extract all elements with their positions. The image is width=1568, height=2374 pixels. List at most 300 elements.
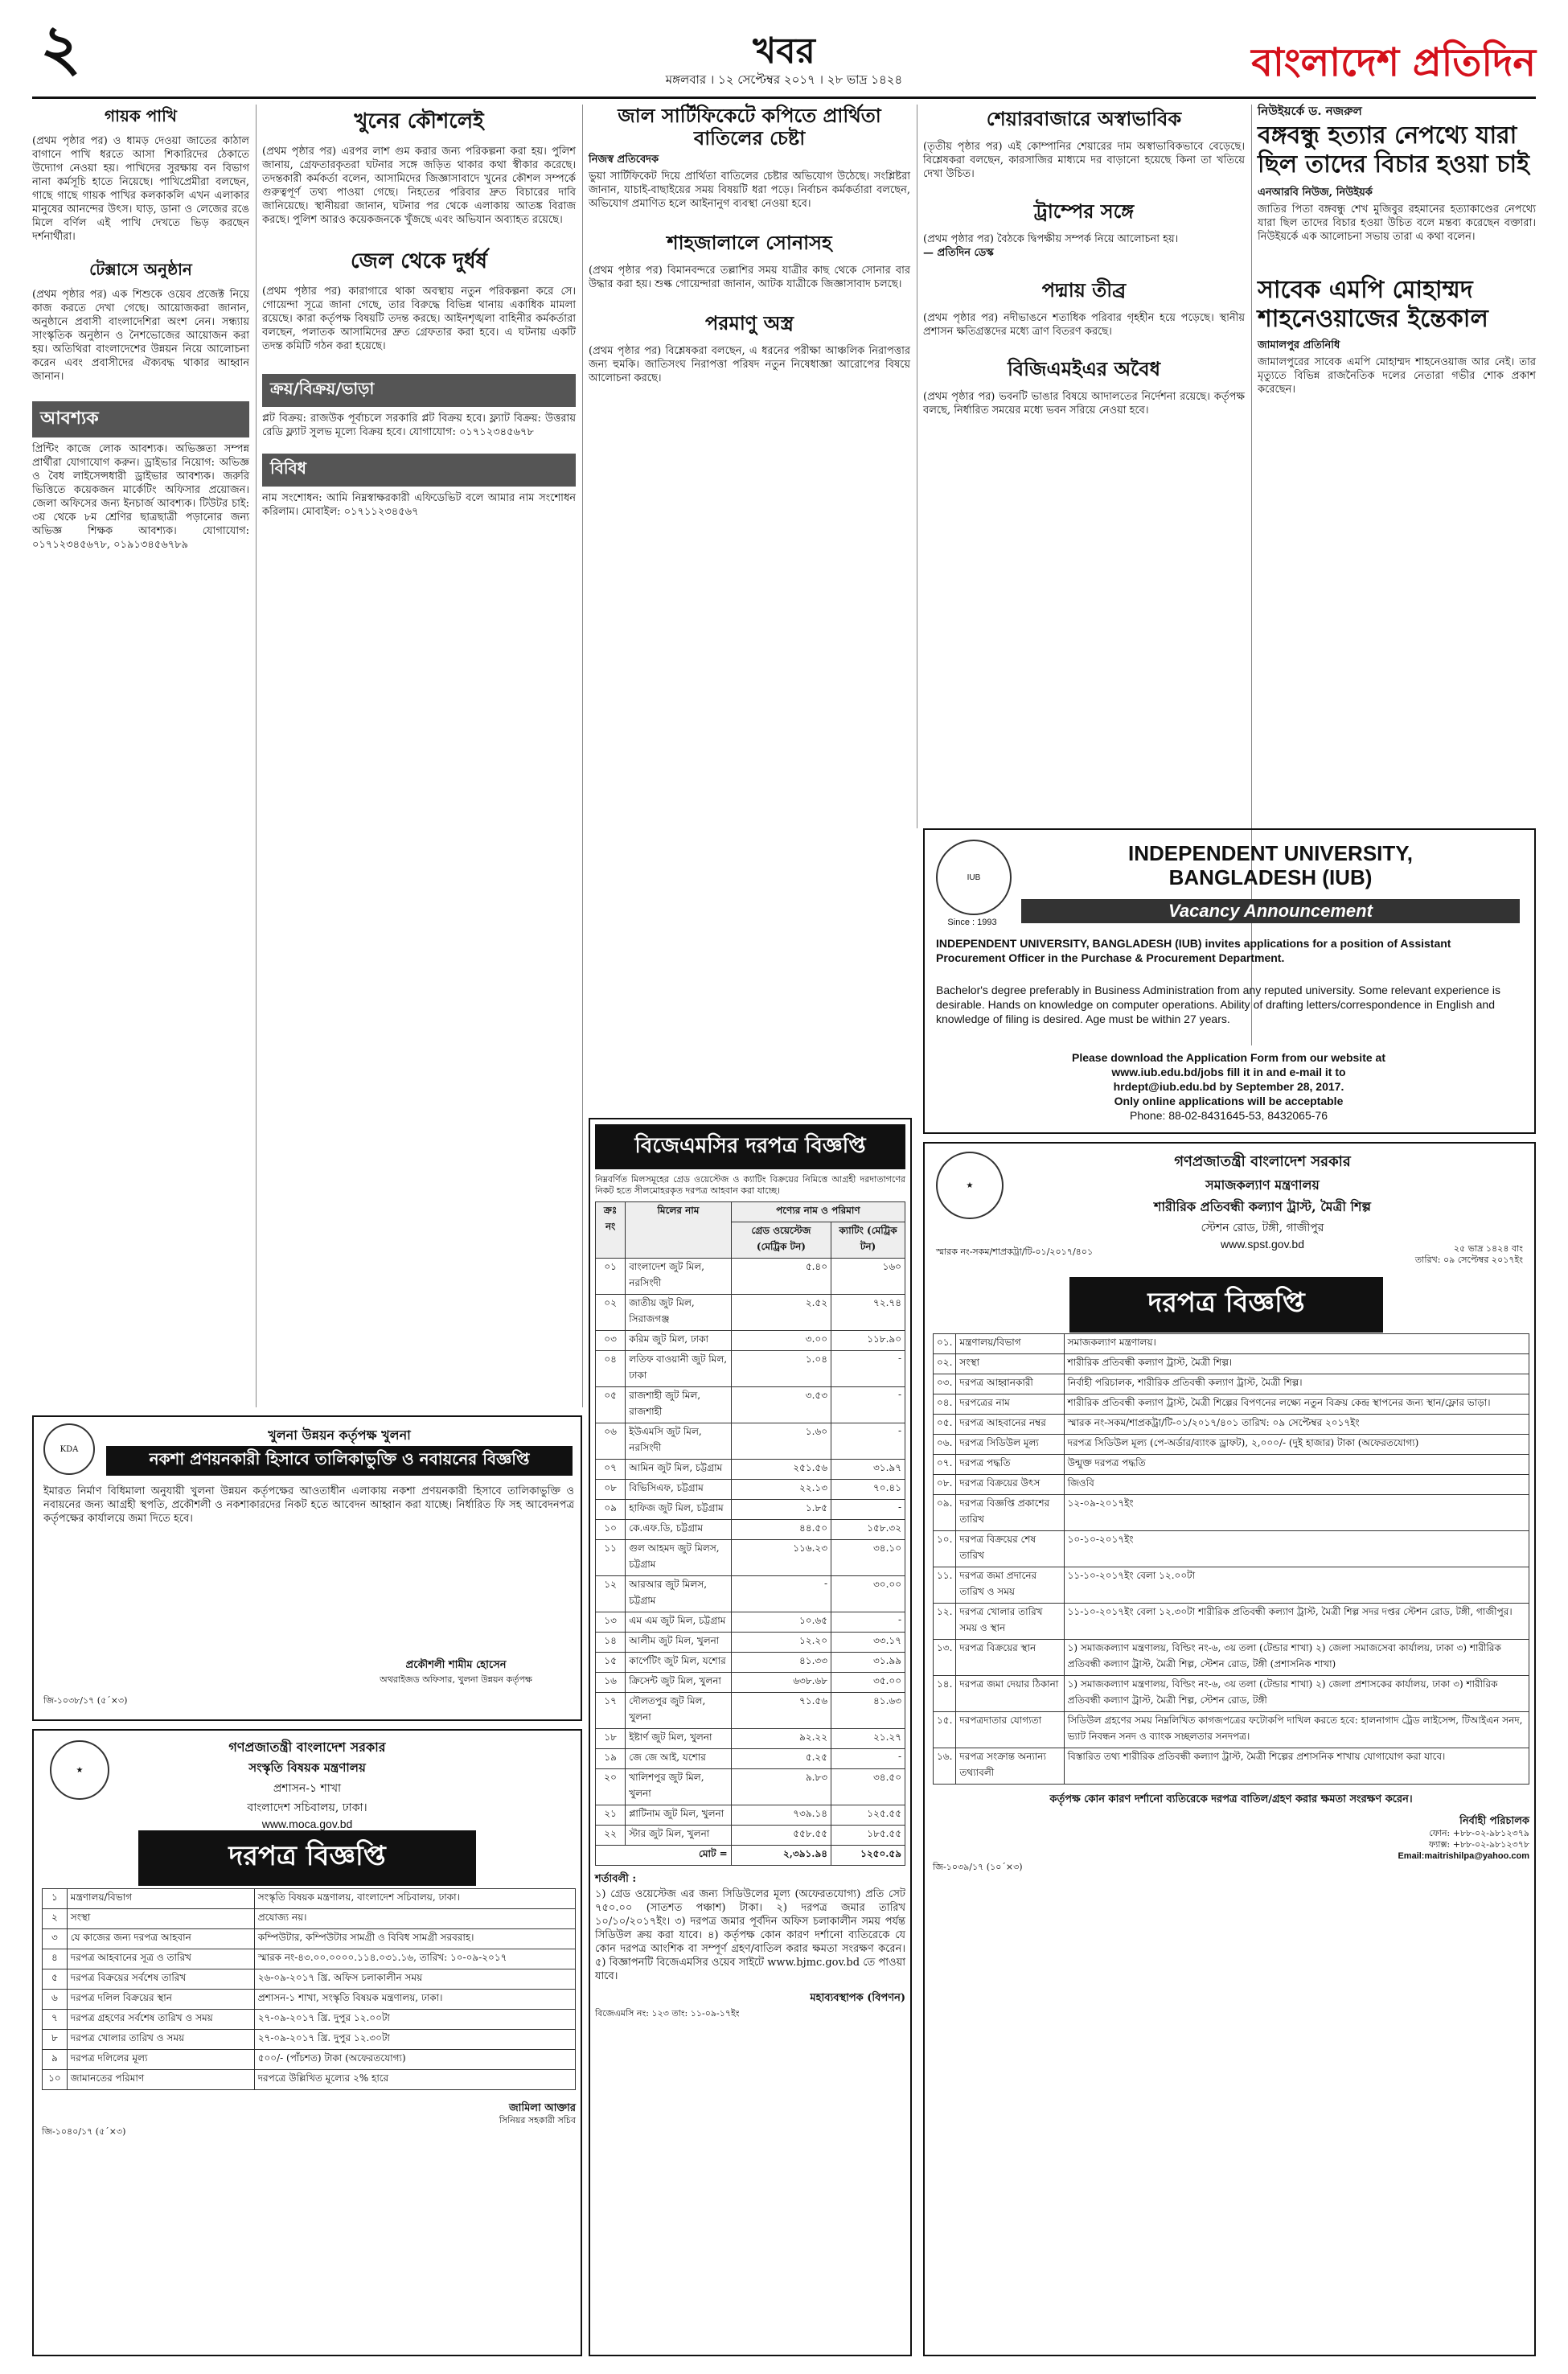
table-cell: ৪১.৩৩ [731, 1653, 831, 1673]
table-cell: ৬৩৮.৬৮ [731, 1673, 831, 1693]
table-cell: ২ [43, 1909, 68, 1929]
bjmc-ref: বিজেএমসি নং: ১২৩ তাং: ১১-০৯-১৭ইং [595, 2008, 740, 2019]
table-cell: ৩ [43, 1929, 68, 1949]
table-cell: উন্মুক্ত দরপত্র পদ্ধতি [1064, 1455, 1529, 1475]
table-cell: খালিশপুর জুট মিল, খুলনা [626, 1769, 732, 1805]
table-row [934, 1604, 1529, 1640]
story-headline: খুনের কৌশলেই [354, 109, 484, 133]
table-cell: স্মারক নং-সকম/শাপ্রকট্রা/টি-০১/২০১৭/৪০১ তারিখ: ০৯ সেপ্টেম্বর ২০১৭ইং [1064, 1415, 1529, 1435]
story-headline: টেক্সাসে অনুষ্ঠান [89, 260, 192, 279]
table-row [934, 1374, 1529, 1394]
table-cell: সমাজকল্যাণ মন্ত্রণালয়। [1064, 1334, 1529, 1354]
buy-sell-band: ক্রয়/বিক্রয়/ভাড়া [262, 374, 576, 407]
table-row [43, 1929, 576, 1949]
table-cell: ০৪. [934, 1394, 956, 1415]
table-cell: ১০-১০-২০১৭ইং [1064, 1531, 1529, 1567]
table-cell: ৩৩.১৭ [831, 1633, 905, 1653]
table-row [934, 1676, 1529, 1712]
table-cell: ০৩. [934, 1374, 956, 1394]
table-row [596, 1576, 905, 1612]
table-cell: ৭১.৫৬ [731, 1693, 831, 1729]
table-row [596, 1387, 905, 1423]
table-row [596, 1633, 905, 1653]
iub-logo-icon: IUB [936, 840, 1012, 915]
table-cell: ৩৪.৫০ [831, 1769, 905, 1805]
byline: — প্রতিদিন ডেস্ক [923, 247, 994, 259]
classified-band: আবশ্যক [32, 401, 249, 437]
section-title: খবর [753, 31, 815, 72]
story-headline: শাহজালালে সোনাসহ [667, 231, 832, 254]
table-cell: ১৩. [934, 1640, 956, 1676]
table-cell: জামানতের পরিমাণ [67, 2070, 254, 2090]
table-row [596, 1729, 905, 1749]
iub-requirements: Bachelor's degree preferably in Business Administration from any reputed university. Some relevant experience is desirable. Hands on knowledge on computer operations. Ability of drafting letters/correspondence in English and knowledge of filing is desired. Age must be within 27 years. [936, 984, 1500, 1025]
kicker: নিউইয়র্কে ড. নজরুল [1258, 104, 1362, 118]
table-row [934, 1435, 1529, 1455]
table-row [934, 1567, 1529, 1604]
story-headline: পরমাণু অস্ত্র [705, 311, 794, 335]
table-cell: ১) সমাজকল্যাণ মন্ত্রণালয়, বিল্ডিং নং-৬, ৩য় তলা (টেন্ডার শাখা) ২) জেলা প্রশাসকের কার্যালয়, ঢাকা ৩) শারীরিক প্রতিবন্ধী কল্যাণ ট্রাস্ট, মৈত্রী শিল্প, স্টেশন রোড, টঙ্গী [1064, 1676, 1529, 1712]
table-row [43, 1889, 576, 1909]
table-cell: - [831, 1749, 905, 1769]
buy-sell-text: প্লট বিক্রয়: রাজউক পূর্বাচলে সরকারি প্লট বিক্রয় হবে। ফ্ল্যাট বিক্রয়: উত্তরায় রেডি ফ্ল্যাট সুলভ মূল্যে বিক্রয় হবে। যোগাযোগ: ০১৭১২৩৪৫৬৭৮ [262, 413, 576, 438]
table-cell: দরপত্র সিডিউল মূল্য [956, 1435, 1064, 1455]
table-cell: ৭২.৭৪ [831, 1295, 905, 1331]
bjmc-tender-ad [589, 1118, 912, 2356]
table-cell: সংস্থা [67, 1909, 254, 1929]
table-cell: দৌলতপুর জুট মিল, খুলনা [626, 1693, 732, 1729]
bjmc-table: ক্রঃ নং মিলের নাম পণ্যের নাম ও পরিমাণ গ্রেড ওয়েস্টেজ (মেট্রিক টন) ক্যাটিং (মেট্রিক টন) ০১ বাংলাদেশ জুট মিল, নরসিংদী ৫.৪০ ১৬০ ০২ জাতীয় জুট মিল, সিরাজগঞ্জ ২.৫২ ৭২.৭৪ ০৩ করিম জুট মিল, ঢাকা ৩.০০ ১১৮.৯০ ০৪ লতিফ বাওয়ানী জুট মিল, ঢাকা ১.০৪ - ০৫ রাজশাহী জুট মিল, রাজশাহী ৩.৫৩ - ০৬ ইউএমসি জুট মিল, নরসিংদী ১.৬০ - ০৭ আমিন জুট মিল, চট্টগ্রাম ২৫১.৫৬ ৩১.৯৭ ০৮ বিভিসিএফ, চট্টগ্রাম ২২.১৩ ৭০.৪১ ০৯ হাফিজ জুট মিল, চট্টগ্রাম ১.৮৫ - ১০ কে.এফ.ডি, চট্টগ্রাম ৪৪.৫০ ১৫৮.৩২ ১১ গুল আহমদ জুট মিলস, চট্টগ্রাম ১১৬.২৩ ৩৪.১০ ১২ আরআর জুট মিলস, চট্টগ্রাম - ৩০.০০ ১৩ এম এম জুট মিল, চট্টগ্রাম ১০.৬৫ - ১৪ আলীম জুট মিল, খুলনা ১২.২০ ৩৩.১৭ ১৫ কার্পেটিং জুট মিল, যশোর ৪১.৩৩ ৩১.৯৯ ১৬ ক্রিসেন্ট জুট মিল, খুলনা ৬৩৮.৬৮ ৩৫.০০ ১৭ দৌলতপুর জুট মিল, খুলনা ৭১.৫৬ ৪১.৬৩ ১৮ ইষ্টার্ণ জুট মিল, খুলনা ৯২.২২ ২১.২৭ ১৯ জে জে আই, যশোর ৫.২৫ - ২০ খালিশপুর জুট মিল, খুলনা ৯.৮৩ ৩৪.৫০ ২১ প্লাটিনাম জুট মিল, খুলনা ৭৩৯.১৪ ১২৫.৫৫ ২২ স্টার জুট মিল, খুলনা ৫৫৮.৫৫ ১৮৫.৫৫ মোট = ২,৩৯১.৯৪ ১২৫০.৫৯ [595, 1201, 905, 1866]
table-cell: ১৪ [596, 1633, 626, 1653]
table-cell: ১৮ [596, 1729, 626, 1749]
table-row [934, 1475, 1529, 1495]
table-cell: ৯২.২২ [731, 1729, 831, 1749]
misc-band: বিবিধ [262, 454, 576, 487]
table-cell: ১৬ [596, 1673, 626, 1693]
spst-date: ২৫ ভাদ্র ১৪২৪ বাং তারিখ: ০৯ সেপ্টেম্বর ২০১৭ইং [1414, 1243, 1523, 1265]
brand-logo: বাংলাদেশ প্রতিদিন [1251, 40, 1536, 85]
spst-fax: ফ্যাক্স: +৮৮-০২-৯৮১২৩৭৮ [1429, 1839, 1529, 1850]
table-cell: ২২.১৩ [731, 1480, 831, 1500]
spst-tender-ad [923, 1142, 1536, 2356]
story-body: (প্রথম পৃষ্ঠার পর) ও ধামড় দেওয়া জাতের কাঠাল বাগানে পাখি ধরতে আসা শিকারিদের ঠেকাতে উদ্যোগ নেওয়া হয়। পাখিদের সুরক্ষায় বন বিভাগ নানা কর্মসূচি হাতে নিয়েছে। পাখিপ্রেমীরা বলছেন, গাছে গাছে গায়ক পাখির কলকাকলি এখন এলাকার মানুষের আনন্দের উৎস। ঘাড়, ডানা ও লেজের রঙে মিলে বর্ণিল এই পাখি দেখতে ভিড় করছেন দর্শনার্থীরা। [32, 135, 249, 243]
table-row [43, 2050, 576, 2070]
table-cell: দরপত্র বিজ্ঞপ্তি প্রকাশের তারিখ [956, 1495, 1064, 1531]
table-cell: ১৩ [596, 1612, 626, 1633]
table-cell: ১৪. [934, 1676, 956, 1712]
table-cell: ২৬-০৯-২০১৭ খ্রি. অফিস চলাকালীন সময় [254, 1969, 575, 1990]
table-cell: জিওবি [1064, 1475, 1529, 1495]
table-cell: প্রযোজ্য নয়। [254, 1909, 575, 1929]
byline: এনআরবি নিউজ, নিউইয়র্ক [1258, 187, 1373, 199]
table-cell: কম্পিউটার, কম্পিউটার সামগ্রী ও বিবিধ সামগ্রী সরবরাহ। [254, 1929, 575, 1949]
table-cell: - [831, 1612, 905, 1633]
table-cell: মন্ত্রণালয়/বিভাগ [956, 1334, 1064, 1354]
table-cell: ১৫৮.৩২ [831, 1520, 905, 1540]
table-cell: ০১. [934, 1334, 956, 1354]
table-row [596, 1653, 905, 1673]
moca-table [42, 1888, 576, 2090]
table-cell: ৯ [43, 2050, 68, 2070]
table-cell: ১২. [934, 1604, 956, 1640]
table-cell: দরপত্র আহ্বানকারী [956, 1374, 1064, 1394]
bjmc-table-body [596, 1259, 905, 1846]
table-cell: দরপত্র খোলার তারিখ ও সময় [67, 2030, 254, 2050]
table-cell: দরপত্র পদ্ধতি [956, 1455, 1064, 1475]
table-cell: আলীম জুট মিল, খুলনা [626, 1633, 732, 1653]
table-cell: ০৬. [934, 1435, 956, 1455]
table-row [596, 1540, 905, 1576]
table-cell: ২৭-০৯-২০১৭ খ্রি. দুপুর ১২.৩০টা [254, 2030, 575, 2050]
story-headline: গায়ক পাখি [105, 106, 177, 125]
spst-table-wrap [933, 1333, 1529, 1873]
table-cell: ২১ [596, 1805, 626, 1826]
table-row [596, 1826, 905, 1846]
table-cell: দরপত্রে উল্লিখিত মূল্যের ২% হারে [254, 2070, 575, 2090]
table-row [934, 1495, 1529, 1531]
table-cell: ১৫. [934, 1712, 956, 1748]
table-cell: কার্পেটিং জুট মিল, যশোর [626, 1653, 732, 1673]
story-headline: পদ্মায় তীব্র [1041, 278, 1127, 302]
table-row [596, 1520, 905, 1540]
table-row [43, 2070, 576, 2090]
table-row [43, 1990, 576, 2010]
table-cell: ০৮. [934, 1475, 956, 1495]
story-body: জাতির পিতা বঙ্গবন্ধু শেখ মুজিবুর রহমানের হত্যাকাণ্ডের নেপথ্যে যারা ছিল তাদের বিচার হওয়া উচিত বলে মন্তব্য করেছেন বক্তারা। নিউইয়র্কে এক আলোচনা সভায় তারা এ কথা বলেন। [1258, 203, 1536, 243]
table-cell: ৩৫.০০ [831, 1673, 905, 1693]
table-cell: সংস্কৃতি বিষয়ক মন্ত্রণালয়, বাংলাদেশ সচিবালয়, ঢাকা। [254, 1889, 575, 1909]
iub-apply: Please download the Application Form from our website at www.iub.edu.bd/jobs fill it in and e-mail it to hrdept@iub.edu.bd by September 28, 2017. Only online applications will be acceptable Phone: 88-02-8431645-53, 8432065-76 [1072, 1051, 1385, 1122]
story-headline: জাল সার্টিফিকেটে কপিতে প্রার্থিতা বাতিলের চেষ্টা [618, 104, 881, 150]
story-body: (প্রথম পৃষ্ঠার পর) বিমানবন্দরে তল্লাশির সময় যাত্রীর কাছ থেকে সোনার বার উদ্ধার করা হয়। শুল্ক গোয়েন্দারা জানান, আটক যাত্রীকে জিজ্ঞাসাবাদ চলছে। [589, 265, 910, 290]
table-row [596, 1423, 905, 1460]
bjmc-intro: নিম্নবর্ণিত মিলসমূহের গ্রেড ওয়েস্টেজ ও ক্যাটিং বিক্রয়ের নিমিত্তে আগ্রহী দরদাতাগণের নিকট হতে সীলমোহরকৃত দরপত্র আহবান করা যাচ্ছে। [595, 1174, 905, 1196]
table-cell: ২০ [596, 1769, 626, 1805]
table-cell: ১৬০ [831, 1259, 905, 1295]
table-row [596, 1805, 905, 1826]
table-row [43, 1909, 576, 1929]
table-cell: দরপত্র জমা প্রদানের তারিখ ও সময় [956, 1567, 1064, 1604]
table-row [934, 1334, 1529, 1354]
table-cell: ০১ [596, 1259, 626, 1295]
table-cell: শারীরিক প্রতিবন্ধী কল্যাণ ট্রাস্ট, মৈত্রী শিল্পের বিপণনের লক্ষ্যে নতুন বিক্রয় কেন্দ্র স্থাপনের জন্য স্থান/ফ্লোর ভাড়া। [1064, 1394, 1529, 1415]
khulna-ad [32, 1415, 582, 1721]
table-cell: ০৯ [596, 1500, 626, 1520]
table-row [43, 1949, 576, 1969]
table-cell: করিম জুট মিল, ঢাকা [626, 1331, 732, 1351]
page-number: ২ [40, 11, 81, 84]
table-cell: ৫.২৫ [731, 1749, 831, 1769]
table-cell: আমিন জুট মিল, চট্টগ্রাম [626, 1460, 732, 1480]
spst-email: Email:maitrishilpa@yahoo.com [1398, 1851, 1529, 1861]
story-body: (প্রথম পৃষ্ঠার পর) বিশ্লেষকরা বলছেন, এ ধরনের পরীক্ষা আঞ্চলিক নিরাপত্তার জন্য হুমকি। জাতিসংঘ নিরাপত্তা পরিষদ নতুন নিষেধাজ্ঞা আরোপের বিষয়ে আলোচনা করছে। [589, 345, 910, 384]
moca-ref: জি-১০৪০/১৭ (৫´×৩) [42, 2126, 126, 2137]
table-cell: - [731, 1576, 831, 1612]
table-cell: - [831, 1423, 905, 1460]
table-cell: বাংলাদেশ জুট মিল, নরসিংদী [626, 1259, 732, 1295]
table-cell: জে জে আই, যশোর [626, 1749, 732, 1769]
story-body: (প্রথম পৃষ্ঠার পর) এরপর লাশ গুম করার জন্য পরিকল্পনা করা হয়। পুলিশ জানায়, গ্রেফতারকৃতরা ঘটনার সঙ্গে জড়িত থাকার কথা স্বীকার করেছে। তদন্তকারী কর্মকর্তা বলেন, আসামিদের জিজ্ঞাসাবাদে খুনের কৌশল সম্পর্কে গুরুত্বপূর্ণ তথ্য পাওয়া গেছে। নিহতের পরিবার দ্রুত বিচারের দাবি জানিয়েছে। স্থানীয়রা জানান, ঘটনার পর থেকে এলাকায় আতঙ্ক বিরাজ করছে। পুলিশ আরও কয়েকজনকে খুঁজছে এবং অভিযান অব্যাহত রয়েছে। [262, 146, 576, 226]
spst-table-body [934, 1334, 1529, 1785]
table-cell: ১৯ [596, 1749, 626, 1769]
khulna-signer: প্রকৌশলী শামীম হোসেন [405, 1659, 507, 1671]
bjmc-signer: মহাব্যবস্থাপক (বিপণন) [810, 1992, 905, 2004]
table-cell: দরপত্র বিক্রয়ের শেষ তারিখ [956, 1531, 1064, 1567]
table-cell: ১১. [934, 1567, 956, 1604]
moca-table-body [43, 1889, 576, 2090]
table-cell: ২৫১.৫৬ [731, 1460, 831, 1480]
story-body: (প্রথম পৃষ্ঠার পর) এক শিশুকে ওয়েব প্রজেক্ট নিয়ে কাজ করতে দেখা গেছে। আয়োজকরা জানান, অনুষ্ঠানে প্রবাসী বাংলাদেশিরা অংশ নেন। সন্ধ্যায় সাংস্কৃতিক অনুষ্ঠান ও নৈশভোজের আয়োজন করা হয়। অতিথিরা বাংলাদেশের উন্নয়ন নিয়ে আলোচনা করেন এবং প্রবাসীদের ঐক্যবদ্ধ থাকার আহ্বান জানান। [32, 289, 249, 383]
table-cell: প্লাটিনাম জুট মিল, খুলনা [626, 1805, 732, 1826]
spst-memo: স্মারক নং-সকম/শাপ্রকট্রা/টি-০১/২০১৭/৪০১ [936, 1247, 1094, 1257]
table-cell: ০২ [596, 1295, 626, 1331]
iub-band: Vacancy Announcement [1021, 899, 1520, 923]
misc-text: নাম সংশোধন: আমি নিম্নস্বাক্ষরকারী এফিডেভিট বলে আমার নাম সংশোধন করিলাম। মোবাইল: ০১৭১১২৩৪৫৬৭ [262, 492, 576, 518]
khulna-title: নকশা প্রণয়নকারী হিসাবে তালিকাভুক্তি ও নবায়নের বিজ্ঞপ্তি [106, 1446, 573, 1476]
table-cell: ১০ [596, 1520, 626, 1540]
table-row [43, 2010, 576, 2030]
iub-title-line1: INDEPENDENT UNIVERSITY, [1128, 841, 1413, 865]
table-cell: দরপত্র দলিল বিক্রয়ের স্থান [67, 1990, 254, 2010]
table-cell: ১১ [596, 1540, 626, 1576]
table-cell: সংস্থা [956, 1354, 1064, 1374]
table-cell: ১১-১০-২০১৭ইং বেলা ১২.৩০টা শারীরিক প্রতিবন্ধী কল্যাণ ট্রাস্ট, মৈত্রী শিল্প সদর দপ্তর স্টেশন রোড, টঙ্গী, গাজীপুর। [1064, 1604, 1529, 1640]
table-row [934, 1354, 1529, 1374]
table-cell: ৮ [43, 2030, 68, 2050]
table-cell: দরপত্র সিডিউল মূল্য (পে-অর্ডার/ব্যাংক ড্রাফট), ২,০০০/- (দুই হাজার) টাকা (অফেরতযোগ্য) [1064, 1435, 1529, 1455]
table-cell: ০৪ [596, 1351, 626, 1387]
table-cell: ৬ [43, 1990, 68, 2010]
table-row [596, 1693, 905, 1729]
table-row [934, 1640, 1529, 1676]
table-cell: ২৭-০৯-২০১৭ খ্রি. দুপুর ১২.০০টা [254, 2010, 575, 2030]
table-cell: ১ [43, 1889, 68, 1909]
table-cell: নির্বাহী পরিচালক, শারীরিক প্রতিবন্ধী কল্যাণ ট্রাস্ট, মৈত্রী শিল্প। [1064, 1374, 1529, 1394]
moca-header: গণপ্রজাতন্ত্রী বাংলাদেশ সরকার সংস্কৃতি বিষয়ক মন্ত্রণালয় প্রশাসন-১ শাখা বাংলাদেশ সচিবালয়, ঢাকা। www.moca.gov.bd [228, 1739, 386, 1830]
table-cell: ৩.০০ [731, 1331, 831, 1351]
govt-seal-icon: ★ [50, 1740, 109, 1800]
bjmc-terms: ১) গ্রেড ওয়েস্টেজ এর জন্য সিডিউলের মূল্য (অফেরতযোগ্য) প্রতি সেট ৭৫০.০০ (সাতশত পঞ্চাশ) টাকা। ২) দরপত্র জমার তারিখ ১০/১০/২০১৭ইং। ৩) দরপত্র জমার পূর্বদিন অফিস চলাকালীন সময় পর্যন্ত সিডিউল ক্রয় করা যাবে। ৪) কর্তৃপক্ষ কোন কারণ দর্শানো ব্যতিরেকে যে কোন দরপত্র আংশিক বা সম্পূর্ণ গ্রহণ/বাতিল করার ক্ষমতা সংরক্ষণ করেন। ৫) বিজ্ঞাপনটি বিজেএমসির ওয়েব সাইটে www.bjmc.gov.bd তে পাওয়া যাবে। [595, 1888, 905, 1982]
table-cell: ৩.৫৩ [731, 1387, 831, 1423]
table-row [596, 1769, 905, 1805]
table-row [596, 1259, 905, 1295]
table-cell: ১৬. [934, 1748, 956, 1785]
table-cell: শারীরিক প্রতিবন্ধী কল্যাণ ট্রাস্ট, মৈত্রী শিল্প। [1064, 1354, 1529, 1374]
table-cell: ১) সমাজকল্যাণ মন্ত্রণালয়, বিল্ডিং নং-৬, ৩য় তলা (টেন্ডার শাখা) ২) জেলা সমাজসেবা কার্যালয়, ঢাকা ৩) শারীরিক প্রতিবন্ধী কল্যাণ ট্রাস্ট, মৈত্রী শিল্প, স্টেশন রোড, টঙ্গী (প্রশাসনিক শাখা) [1064, 1640, 1529, 1676]
table-cell: ক্রিসেন্ট জুট মিল, খুলনা [626, 1673, 732, 1693]
table-row [596, 1673, 905, 1693]
table-cell: বিস্তারিত তথ্য শারীরিক প্রতিবন্ধী কল্যাণ ট্রাস্ট, মৈত্রী শিল্পের প্রশাসনিক শাখায় যোগাযোগ করা যাবে। [1064, 1748, 1529, 1785]
table-cell: ৩০.০০ [831, 1576, 905, 1612]
table-cell: রাজশাহী জুট মিল, রাজশাহী [626, 1387, 732, 1423]
table-cell: ২১.২৭ [831, 1729, 905, 1749]
column-divider [256, 105, 257, 1407]
moca-tender-ad [32, 1729, 582, 2356]
table-cell: ১২৫.৫৫ [831, 1805, 905, 1826]
table-cell: জাতীয় জুট মিল, সিরাজগঞ্জ [626, 1295, 732, 1331]
story-headline: শেয়ারবাজারে অস্বাভাবিক [986, 107, 1182, 130]
table-cell: ১২ [596, 1576, 626, 1612]
byline: নিজস্ব প্রতিবেদক [589, 154, 659, 166]
table-cell: ০৬ [596, 1423, 626, 1460]
table-cell: ০৯. [934, 1495, 956, 1531]
khulna-signer-title: অথরাইজড অফিসার, খুলনা উন্নয়ন কর্তৃপক্ষ [380, 1674, 532, 1685]
story-body: (প্রথম পৃষ্ঠার পর) বৈঠকে দ্বিপক্ষীয় সম্পর্ক নিয়ে আলোচনা হয়। [923, 233, 1179, 245]
table-cell: ০৮ [596, 1480, 626, 1500]
table-cell: ১৭ [596, 1693, 626, 1729]
table-cell: মন্ত্রণালয়/বিভাগ [67, 1889, 254, 1909]
table-cell: আরআর জুট মিলস, চট্টগ্রাম [626, 1576, 732, 1612]
table-cell: দরপত্র আহবানের সূত্র ও তারিখ [67, 1949, 254, 1969]
table-cell: কে.এফ.ডি, চট্টগ্রাম [626, 1520, 732, 1540]
table-cell: - [831, 1351, 905, 1387]
table-row [934, 1531, 1529, 1567]
byline: জামালপুর প্রতিনিধি [1258, 339, 1340, 351]
table-cell: দরপত্র আহবানের নম্বর [956, 1415, 1064, 1435]
table-row [934, 1712, 1529, 1748]
table-cell: ০৩ [596, 1331, 626, 1351]
table-cell: সিডিউল গ্রহণের সময় নিম্নলিখিত কাগজপত্রের ফটোকপি দাখিল করতে হবে: হালনাগাদ ট্রেড লাইসেন্স, টিআইএন সনদ, ভ্যাট নিবন্ধন সনদ ও ব্যাংক সচ্ছলতার সনদপত্র। [1064, 1712, 1529, 1748]
bjmc-terms-head: শর্তাবলী : [595, 1873, 637, 1885]
story-headline: ট্রাম্পের সঙ্গে [1033, 199, 1135, 223]
table-cell: ৫০০/- (পাঁচশত) টাকা (অফেরতযোগ্য) [254, 2050, 575, 2070]
table-cell: ৪৪.৫০ [731, 1520, 831, 1540]
table-row [596, 1749, 905, 1769]
khulna-ref: জি-১০৩৮/১৭ (৫´×৩) [43, 1695, 128, 1706]
table-row [596, 1331, 905, 1351]
table-cell: দরপত্র জমা দেয়ার ঠিকানা [956, 1676, 1064, 1712]
table-cell: যে কাজের জন্য দরপত্র আহবান [67, 1929, 254, 1949]
story-body: (প্রথম পৃষ্ঠার পর) ভবনটি ভাঙার বিষয়ে আদালতের নির্দেশনা রয়েছে। কর্তৃপক্ষ বলছে, নির্ধারিত সময়ের মধ্যে ভবন সরিয়ে নেওয়া হবে। [923, 391, 1245, 417]
table-cell: ০২. [934, 1354, 956, 1374]
story-headline: বিজিএমইএর অবৈধ [1007, 357, 1161, 380]
story-body: (প্রথম পৃষ্ঠার পর) নদীভাঙনে শতাধিক পরিবার গৃহহীন হয়ে পড়েছে। স্থানীয় প্রশাসন ক্ষতিগ্রস্তদের মধ্যে ত্রাণ বিতরণ করছে। [923, 312, 1245, 338]
table-cell: ৭০.৪১ [831, 1480, 905, 1500]
table-cell: ১.৬০ [731, 1423, 831, 1460]
table-cell: ৫ [43, 1969, 68, 1990]
column-5 [1258, 105, 1536, 396]
table-cell: ৩১.৯৯ [831, 1653, 905, 1673]
table-row [43, 1969, 576, 1990]
iub-vacancy-ad [923, 828, 1536, 1134]
khulna-body: ইমারত নির্মাণ বিধিমালা অনুযায়ী খুলনা উন্নয়ন কর্তৃপক্ষের আওতাধীন এলাকায় নকশা প্রণয়নকারী হিসাবে তালিকাভুক্তি ও নবায়নের জন্য আগ্রহী স্থপতি, প্রকৌশলী ও নকশাকারদের নিকট হতে আবেদন আহ্বান করা যাচ্ছে। নির্ধারিত ফি সহ আবেদনপত্র কর্তৃপক্ষের কার্যালয়ে জমা দিতে হবে। [43, 1485, 574, 1525]
table-cell: - [831, 1387, 905, 1423]
column-3 [589, 105, 910, 385]
story-headline: সাবেক এমপি মোহাম্মদ শাহনেওয়াজের ইন্তেকাল [1258, 276, 1488, 333]
moca-banner: দরপত্র বিজ্ঞপ্তি [138, 1830, 476, 1886]
iub-since: Since : 1993 [947, 918, 997, 927]
column-divider [582, 105, 583, 1407]
table-cell: এম এম জুট মিল, চট্টগ্রাম [626, 1612, 732, 1633]
table-cell: প্রশাসন-১ শাখা, সংস্কৃতি বিষয়ক মন্ত্রণালয়, ঢাকা। [254, 1990, 575, 2010]
table-cell: দরপত্র বিক্রয়ের স্থান [956, 1640, 1064, 1676]
story-body: ভুয়া সার্টিফিকেট দিয়ে প্রার্থিতা বাতিলের চেষ্টার অভিযোগ উঠেছে। সংশ্লিষ্টরা জানান, যাচাই-বাছাইয়ের সময় বিষয়টি ধরা পড়ে। নির্বাচন কর্মকর্তারা বলছেন, অভিযোগ প্রমাণিত হলে আইনানুগ ব্যবস্থা নেওয়া হবে। [589, 170, 910, 210]
moca-signer: জামিলা আক্তার [508, 2102, 576, 2114]
moca-signer-title: সিনিয়র সহকারী সচিব [499, 2115, 576, 2126]
khulna-org: খুলনা উন্নয়ন কর্তৃপক্ষ খুলনা [268, 1427, 411, 1443]
spst-header: গণপ্রজাতন্ত্রী বাংলাদেশ সরকার সমাজকল্যাণ মন্ত্রণালয় শারীরিক প্রতিবন্ধী কল্যাণ ট্রাস্ট, মৈত্রী শিল্প স্টেশন রোড, টঙ্গী, গাজীপুর www.spst.gov.bd [1154, 1153, 1371, 1251]
table-cell: ১১৬.২৩ [731, 1540, 831, 1576]
table-cell: ১৮৫.৫৫ [831, 1826, 905, 1846]
table-row [934, 1455, 1529, 1475]
table-row [934, 1394, 1529, 1415]
table-cell: ০৫. [934, 1415, 956, 1435]
table-cell: দরপত্রদাতার যোগ্যতা [956, 1712, 1064, 1748]
table-cell: ০৫ [596, 1387, 626, 1423]
table-cell: ৪১.৬৩ [831, 1693, 905, 1729]
table-cell: ৫.৪০ [731, 1259, 831, 1295]
story-body: জামালপুরের সাবেক এমপি মোহাম্মদ শাহনেওয়াজ আর নেই। তার মৃত্যুতে বিভিন্ন রাজনৈতিক দলের নেতারা গভীর শোক প্রকাশ করেছেন। [1258, 356, 1536, 396]
column-1 [32, 105, 249, 552]
spst-phone: ফোন: +৮৮-০২-৯৮১২৩৭৯ [1429, 1828, 1529, 1838]
spst-footer-note: কর্তৃপক্ষ কোন কারণ দর্শানো ব্যতিরেকে দরপত্র বাতিল/গ্রহণ করার ক্ষমতা সংরক্ষণ করেন। [1049, 1793, 1413, 1805]
date-line: মঙ্গলবার । ১২ সেপ্টেম্বর ২০১৭ । ২৮ ভাদ্র ১৪২৪ [665, 72, 903, 87]
table-row [596, 1460, 905, 1480]
spst-signer: নির্বাহী পরিচালক [1459, 1815, 1529, 1827]
table-cell: ১০.৬৫ [731, 1612, 831, 1633]
table-cell: ৩৪.১০ [831, 1540, 905, 1576]
govt-seal-icon: ★ [936, 1152, 1004, 1219]
table-cell: দরপত্রের নাম [956, 1394, 1064, 1415]
table-cell: ১৫ [596, 1653, 626, 1673]
table-cell: বিভিসিএফ, চট্টগ্রাম [626, 1480, 732, 1500]
bjmc-banner: বিজেএমসির দরপত্র বিজ্ঞপ্তি [595, 1124, 905, 1169]
table-cell: গুল আহমদ জুট মিলস, চট্টগ্রাম [626, 1540, 732, 1576]
table-cell: দরপত্র বিক্রয়ের উৎস [956, 1475, 1064, 1495]
kda-logo-icon: KDA [43, 1423, 95, 1475]
iub-title [1021, 841, 1520, 889]
story-body: (তৃতীয় পৃষ্ঠার পর) এই কোম্পানির শেয়ারের দাম অস্বাভাবিকভাবে বেড়েছে। বিশ্লেষকরা বলছেন, কারসাজির মাধ্যমে দর বাড়ানো হয়েছে কিনা তা খতিয়ে দেখা উচিত। [923, 141, 1245, 180]
iub-title-line2: BANGLADESH (IUB) [1168, 865, 1373, 889]
table-cell: ২২ [596, 1826, 626, 1846]
story-body: (প্রথম পৃষ্ঠার পর) কারাগারে থাকা অবস্থায় নতুন পরিকল্পনা করে সে। গোয়েন্দা সূত্রে জানা গেছে, তার বিরুদ্ধে বিভিন্ন থানায় একাধিক মামলা রয়েছে। কারা কর্তৃপক্ষ বিষয়টি তদন্ত করছে। আইনশৃঙ্খলা বাহিনীর কর্মকর্তারা বলছেন, পলাতক আসামিদের দ্রুত গ্রেফতার করা হবে। এ ঘটনায় একটি তদন্ত কমিটি গঠন করা হয়েছে। [262, 285, 576, 352]
column-2 [262, 105, 576, 519]
table-cell: ১১৮.৯০ [831, 1331, 905, 1351]
table-row [596, 1500, 905, 1520]
table-row [934, 1415, 1529, 1435]
table-row [596, 1480, 905, 1500]
table-cell: ০৭ [596, 1460, 626, 1480]
table-cell: দরপত্র সংক্রান্ত অন্যান্য তথ্যাবলী [956, 1748, 1064, 1785]
table-cell: ১০. [934, 1531, 956, 1567]
table-cell: ৯.৮৩ [731, 1769, 831, 1805]
table-cell: ১১-১০-২০১৭ইং বেলা ১২.০০টা [1064, 1567, 1529, 1604]
table-cell: লতিফ বাওয়ানী জুট মিল, ঢাকা [626, 1351, 732, 1387]
table-cell: দরপত্র বিক্রয়ের সর্বশেষ তারিখ [67, 1969, 254, 1990]
table-cell: ৭৩৯.১৪ [731, 1805, 831, 1826]
table-cell: ০৭. [934, 1455, 956, 1475]
table-row [934, 1748, 1529, 1785]
table-cell: ইষ্টার্ণ জুট মিল, খুলনা [626, 1729, 732, 1749]
table-cell: ১.০৪ [731, 1351, 831, 1387]
table-cell: ২.৫২ [731, 1295, 831, 1331]
table-cell: ১.৮৫ [731, 1500, 831, 1520]
table-row [596, 1295, 905, 1331]
table-cell: হাফিজ জুট মিল, চট্টগ্রাম [626, 1500, 732, 1520]
table-cell: ১২.২০ [731, 1633, 831, 1653]
table-cell: দরপত্র গ্রহণের সর্বশেষ তারিখ ও সময় [67, 2010, 254, 2030]
table-cell: ১০ [43, 2070, 68, 2090]
story-headline: বঙ্গবন্ধু হত্যার নেপথ্যে যারা ছিল তাদের বিচার হওয়া চাই [1258, 121, 1529, 179]
spst-table [933, 1333, 1529, 1785]
table-cell: ৪ [43, 1949, 68, 1969]
table-cell: ৫৫৮.৫৫ [731, 1826, 831, 1846]
spst-ref: জি-১০৩৯/১৭ (১০´×৩) [933, 1862, 1023, 1872]
column-4 [923, 105, 1245, 417]
table-cell: দরপত্র খোলার তারিখ সময় ও স্থান [956, 1604, 1064, 1640]
table-row [596, 1612, 905, 1633]
classified-text: প্রিন্টিং কাজে লোক আবশ্যক। অভিজ্ঞতা সম্পন্ন প্রার্থীরা যোগাযোগ করুন। ড্রাইভার নিয়োগ: অভিজ্ঞ ও বৈধ লাইসেন্সধারী ড্রাইভার আবশ্যক। জরুরি ভিত্তিতে কয়েকজন মার্কেটিং অফিসার প্রয়োজন। জেলা অফিসের জন্য ইনচার্জ আবশ্যক। টিউটর চাই: ৩য় থেকে ৮ম শ্রেণির ছাত্রছাত্রী পড়ানোর জন্য অভিজ্ঞ শিক্ষক আবশ্যক। যোগাযোগ: ০১৭১২৩৪৫৬৭৮, ০১৯১৩৪৫৬৭৮৯ [32, 443, 249, 551]
